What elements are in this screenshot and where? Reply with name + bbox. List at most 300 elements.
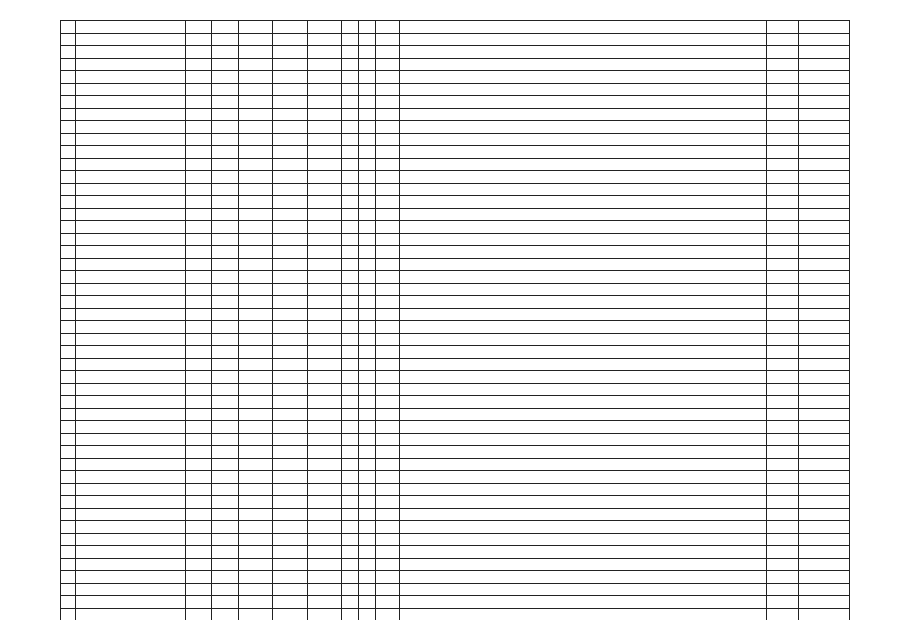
cost-cell: [798, 446, 849, 459]
value-cell-f: [341, 333, 358, 346]
value-cell-g: [358, 21, 375, 34]
value-cell-a: [185, 171, 212, 184]
value-cell-f: [341, 346, 358, 359]
address-cell: [75, 433, 185, 446]
value-cell-g: [358, 246, 375, 259]
value-cell-c: [239, 108, 273, 121]
address-cell: [75, 308, 185, 321]
value-cell-b: [212, 71, 239, 84]
row-number-cell: [61, 208, 76, 221]
value-cell-e: [307, 246, 341, 259]
value-cell-d: [273, 283, 307, 296]
value-cell-e: [307, 446, 341, 459]
value-cell-c: [239, 183, 273, 196]
value-cell-c: [239, 508, 273, 521]
value-cell-c: [239, 271, 273, 284]
value-cell-e: [307, 83, 341, 96]
value-cell-e: [307, 321, 341, 334]
value-cell-c: [239, 33, 273, 46]
table-row: [61, 583, 850, 596]
year-cell: [766, 408, 798, 421]
value-cell-e: [307, 21, 341, 34]
table-row: [61, 21, 850, 34]
value-cell-e: [307, 171, 341, 184]
value-cell-a: [185, 33, 212, 46]
value-cell-f: [341, 121, 358, 134]
row-number-cell: [61, 308, 76, 321]
value-cell-h: [376, 108, 400, 121]
value-cell-f: [341, 233, 358, 246]
works-description-cell: [400, 333, 766, 346]
year-cell: [766, 283, 798, 296]
address-cell: [75, 83, 185, 96]
value-cell-a: [185, 408, 212, 421]
value-cell-b: [212, 571, 239, 584]
value-cell-b: [212, 346, 239, 359]
value-cell-h: [376, 158, 400, 171]
row-number-cell: [61, 33, 76, 46]
value-cell-a: [185, 221, 212, 234]
table-row: [61, 571, 850, 584]
value-cell-e: [307, 558, 341, 571]
cost-cell: [798, 71, 849, 84]
year-cell: [766, 421, 798, 434]
year-cell: [766, 583, 798, 596]
value-cell-d: [273, 208, 307, 221]
address-cell: [75, 558, 185, 571]
value-cell-b: [212, 383, 239, 396]
value-cell-d: [273, 471, 307, 484]
value-cell-h: [376, 46, 400, 59]
value-cell-f: [341, 171, 358, 184]
cost-cell: [798, 83, 849, 96]
value-cell-g: [358, 296, 375, 309]
cost-cell: [798, 383, 849, 396]
value-cell-c: [239, 458, 273, 471]
address-cell: [75, 246, 185, 259]
cost-cell: [798, 533, 849, 546]
value-cell-f: [341, 96, 358, 109]
works-description-cell: [400, 121, 766, 134]
value-cell-b: [212, 21, 239, 34]
value-cell-d: [273, 508, 307, 521]
value-cell-f: [341, 508, 358, 521]
table-row: [61, 133, 850, 146]
value-cell-b: [212, 521, 239, 534]
value-cell-d: [273, 408, 307, 421]
address-cell: [75, 546, 185, 559]
works-description-cell: [400, 533, 766, 546]
value-cell-c: [239, 46, 273, 59]
value-cell-f: [341, 221, 358, 234]
row-number-cell: [61, 146, 76, 159]
cost-cell: [798, 396, 849, 409]
table-row: [61, 221, 850, 234]
value-cell-f: [341, 271, 358, 284]
works-description-cell: [400, 408, 766, 421]
row-number-cell: [61, 521, 76, 534]
value-cell-b: [212, 133, 239, 146]
value-cell-h: [376, 246, 400, 259]
value-cell-b: [212, 596, 239, 609]
value-cell-a: [185, 271, 212, 284]
works-description-cell: [400, 171, 766, 184]
row-number-cell: [61, 496, 76, 509]
cost-cell: [798, 496, 849, 509]
value-cell-b: [212, 171, 239, 184]
table-row: [61, 283, 850, 296]
value-cell-a: [185, 158, 212, 171]
address-cell: [75, 521, 185, 534]
value-cell-d: [273, 158, 307, 171]
value-cell-h: [376, 146, 400, 159]
value-cell-a: [185, 121, 212, 134]
year-cell: [766, 58, 798, 71]
works-description-cell: [400, 208, 766, 221]
year-cell: [766, 433, 798, 446]
value-cell-h: [376, 208, 400, 221]
value-cell-c: [239, 421, 273, 434]
value-cell-e: [307, 33, 341, 46]
value-cell-f: [341, 208, 358, 221]
table-row: [61, 596, 850, 609]
address-cell: [75, 133, 185, 146]
value-cell-c: [239, 221, 273, 234]
value-cell-d: [273, 146, 307, 159]
row-number-cell: [61, 233, 76, 246]
value-cell-h: [376, 258, 400, 271]
value-cell-b: [212, 33, 239, 46]
value-cell-b: [212, 271, 239, 284]
value-cell-b: [212, 83, 239, 96]
works-description-cell: [400, 271, 766, 284]
value-cell-a: [185, 483, 212, 496]
value-cell-f: [341, 21, 358, 34]
value-cell-c: [239, 346, 273, 359]
value-cell-b: [212, 58, 239, 71]
table-body: [61, 21, 850, 621]
value-cell-f: [341, 296, 358, 309]
address-cell: [75, 258, 185, 271]
value-cell-d: [273, 458, 307, 471]
value-cell-b: [212, 308, 239, 321]
value-cell-b: [212, 208, 239, 221]
year-cell: [766, 96, 798, 109]
year-cell: [766, 208, 798, 221]
row-number-cell: [61, 133, 76, 146]
value-cell-g: [358, 96, 375, 109]
value-cell-h: [376, 533, 400, 546]
value-cell-h: [376, 483, 400, 496]
value-cell-c: [239, 483, 273, 496]
value-cell-d: [273, 171, 307, 184]
works-description-cell: [400, 296, 766, 309]
value-cell-d: [273, 583, 307, 596]
table-row: [61, 71, 850, 84]
row-number-cell: [61, 83, 76, 96]
value-cell-e: [307, 571, 341, 584]
value-cell-h: [376, 321, 400, 334]
value-cell-f: [341, 471, 358, 484]
value-cell-a: [185, 346, 212, 359]
value-cell-b: [212, 358, 239, 371]
value-cell-h: [376, 96, 400, 109]
table-row: [61, 421, 850, 434]
value-cell-f: [341, 83, 358, 96]
address-cell: [75, 283, 185, 296]
value-cell-b: [212, 146, 239, 159]
address-cell: [75, 571, 185, 584]
works-description-cell: [400, 71, 766, 84]
table-row: [61, 346, 850, 359]
value-cell-a: [185, 21, 212, 34]
value-cell-c: [239, 608, 273, 620]
row-number-cell: [61, 446, 76, 459]
value-cell-g: [358, 358, 375, 371]
value-cell-e: [307, 358, 341, 371]
value-cell-d: [273, 446, 307, 459]
value-cell-c: [239, 296, 273, 309]
value-cell-d: [273, 333, 307, 346]
value-cell-h: [376, 33, 400, 46]
table-row: [61, 608, 850, 620]
value-cell-b: [212, 608, 239, 620]
works-description-cell: [400, 521, 766, 534]
value-cell-g: [358, 608, 375, 620]
value-cell-d: [273, 258, 307, 271]
cost-cell: [798, 483, 849, 496]
value-cell-e: [307, 146, 341, 159]
address-cell: [75, 121, 185, 134]
value-cell-c: [239, 433, 273, 446]
value-cell-f: [341, 458, 358, 471]
value-cell-a: [185, 96, 212, 109]
value-cell-h: [376, 71, 400, 84]
year-cell: [766, 496, 798, 509]
value-cell-g: [358, 383, 375, 396]
works-description-cell: [400, 558, 766, 571]
value-cell-h: [376, 596, 400, 609]
value-cell-a: [185, 46, 212, 59]
value-cell-d: [273, 546, 307, 559]
works-description-cell: [400, 96, 766, 109]
value-cell-e: [307, 533, 341, 546]
table-row: [61, 508, 850, 521]
value-cell-h: [376, 396, 400, 409]
value-cell-a: [185, 521, 212, 534]
value-cell-b: [212, 371, 239, 384]
value-cell-f: [341, 196, 358, 209]
data-table: [60, 20, 850, 620]
value-cell-a: [185, 58, 212, 71]
year-cell: [766, 158, 798, 171]
row-number-cell: [61, 421, 76, 434]
table-row: [61, 183, 850, 196]
value-cell-d: [273, 483, 307, 496]
value-cell-a: [185, 446, 212, 459]
value-cell-g: [358, 271, 375, 284]
value-cell-b: [212, 396, 239, 409]
year-cell: [766, 521, 798, 534]
value-cell-g: [358, 596, 375, 609]
value-cell-e: [307, 508, 341, 521]
value-cell-g: [358, 108, 375, 121]
table-row: [61, 358, 850, 371]
works-description-cell: [400, 33, 766, 46]
value-cell-g: [358, 471, 375, 484]
value-cell-a: [185, 358, 212, 371]
value-cell-e: [307, 308, 341, 321]
year-cell: [766, 83, 798, 96]
value-cell-b: [212, 121, 239, 134]
table-row: [61, 446, 850, 459]
value-cell-d: [273, 608, 307, 620]
value-cell-h: [376, 496, 400, 509]
works-description-cell: [400, 196, 766, 209]
year-cell: [766, 471, 798, 484]
value-cell-a: [185, 596, 212, 609]
row-number-cell: [61, 558, 76, 571]
value-cell-f: [341, 183, 358, 196]
cost-cell: [798, 596, 849, 609]
value-cell-e: [307, 496, 341, 509]
works-description-cell: [400, 433, 766, 446]
table-row: [61, 233, 850, 246]
row-number-cell: [61, 483, 76, 496]
value-cell-h: [376, 558, 400, 571]
value-cell-a: [185, 546, 212, 559]
value-cell-a: [185, 433, 212, 446]
works-description-cell: [400, 321, 766, 334]
value-cell-a: [185, 196, 212, 209]
value-cell-e: [307, 208, 341, 221]
value-cell-a: [185, 283, 212, 296]
value-cell-d: [273, 221, 307, 234]
cost-cell: [798, 21, 849, 34]
value-cell-f: [341, 33, 358, 46]
year-cell: [766, 196, 798, 209]
row-number-cell: [61, 96, 76, 109]
address-cell: [75, 46, 185, 59]
value-cell-g: [358, 421, 375, 434]
value-cell-a: [185, 108, 212, 121]
address-cell: [75, 58, 185, 71]
cost-cell: [798, 471, 849, 484]
value-cell-c: [239, 546, 273, 559]
row-number-cell: [61, 458, 76, 471]
value-cell-a: [185, 246, 212, 259]
works-description-cell: [400, 483, 766, 496]
value-cell-a: [185, 83, 212, 96]
year-cell: [766, 308, 798, 321]
row-number-cell: [61, 321, 76, 334]
value-cell-b: [212, 483, 239, 496]
value-cell-f: [341, 46, 358, 59]
value-cell-c: [239, 133, 273, 146]
value-cell-a: [185, 383, 212, 396]
cost-cell: [798, 508, 849, 521]
value-cell-d: [273, 196, 307, 209]
value-cell-d: [273, 83, 307, 96]
works-description-cell: [400, 108, 766, 121]
value-cell-a: [185, 258, 212, 271]
value-cell-e: [307, 133, 341, 146]
value-cell-h: [376, 296, 400, 309]
value-cell-f: [341, 546, 358, 559]
cost-cell: [798, 158, 849, 171]
value-cell-a: [185, 471, 212, 484]
row-number-cell: [61, 508, 76, 521]
value-cell-e: [307, 408, 341, 421]
value-cell-e: [307, 121, 341, 134]
value-cell-b: [212, 333, 239, 346]
value-cell-g: [358, 33, 375, 46]
value-cell-h: [376, 508, 400, 521]
value-cell-c: [239, 58, 273, 71]
value-cell-d: [273, 108, 307, 121]
value-cell-c: [239, 308, 273, 321]
value-cell-c: [239, 96, 273, 109]
works-description-cell: [400, 308, 766, 321]
cost-cell: [798, 171, 849, 184]
value-cell-g: [358, 183, 375, 196]
table-row: [61, 333, 850, 346]
document-page: [60, 20, 850, 620]
value-cell-c: [239, 471, 273, 484]
cost-cell: [798, 433, 849, 446]
year-cell: [766, 221, 798, 234]
table-row: [61, 296, 850, 309]
cost-cell: [798, 308, 849, 321]
value-cell-f: [341, 521, 358, 534]
year-cell: [766, 21, 798, 34]
table-row: [61, 546, 850, 559]
value-cell-b: [212, 183, 239, 196]
cost-cell: [798, 246, 849, 259]
value-cell-f: [341, 108, 358, 121]
value-cell-c: [239, 21, 273, 34]
value-cell-d: [273, 296, 307, 309]
year-cell: [766, 258, 798, 271]
value-cell-f: [341, 371, 358, 384]
value-cell-e: [307, 371, 341, 384]
value-cell-b: [212, 446, 239, 459]
works-description-cell: [400, 421, 766, 434]
value-cell-g: [358, 458, 375, 471]
value-cell-c: [239, 571, 273, 584]
works-description-cell: [400, 546, 766, 559]
value-cell-c: [239, 383, 273, 396]
value-cell-f: [341, 596, 358, 609]
row-number-cell: [61, 183, 76, 196]
value-cell-g: [358, 121, 375, 134]
works-description-cell: [400, 58, 766, 71]
table-row: [61, 383, 850, 396]
table-row: [61, 533, 850, 546]
value-cell-b: [212, 96, 239, 109]
value-cell-h: [376, 383, 400, 396]
cost-cell: [798, 271, 849, 284]
value-cell-b: [212, 46, 239, 59]
value-cell-c: [239, 333, 273, 346]
value-cell-e: [307, 96, 341, 109]
value-cell-b: [212, 158, 239, 171]
cost-cell: [798, 258, 849, 271]
address-cell: [75, 208, 185, 221]
works-description-cell: [400, 371, 766, 384]
works-description-cell: [400, 146, 766, 159]
value-cell-d: [273, 521, 307, 534]
